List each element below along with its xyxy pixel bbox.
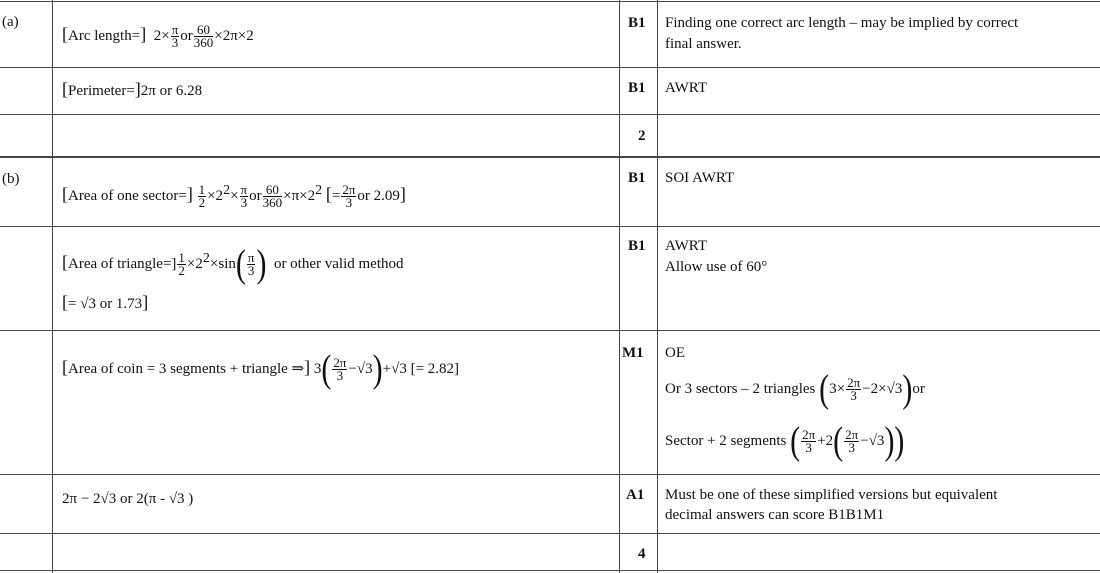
mark-code: B1 xyxy=(628,80,646,96)
grid-line xyxy=(657,0,658,573)
grid-line xyxy=(0,570,1100,571)
guidance-note: SOI AWRT xyxy=(665,170,735,186)
triangle-value: [= √3 or 1.73] xyxy=(62,292,149,312)
arc-label: Arc length xyxy=(68,27,132,44)
guidance-note: Sector + 2 segments ( $\frac{2\pi}{3}$ +2( $\frac{2\pi}{3}$ −√3)) xyxy=(665,419,905,463)
coin-working: [Area of coin = 3 segments + triangle ⇒] 3( $\frac{2\pi}{3}$ −√3)+√3 [= 2.82] xyxy=(62,347,460,391)
triangle-working: [Area of triangle=] $\frac{1}{2}$ $\times 2^2\times\sin$( $\frac{\pi}{3}$ ) or other valid method xyxy=(62,242,404,286)
guidance-note: Finding one correct arc length – may be implied by correct xyxy=(665,15,1019,31)
guidance-note: decimal answers can score B1B1M1 xyxy=(665,507,885,523)
grid-line xyxy=(0,533,1100,534)
guidance-note: Must be one of these simplified versions but equivalent xyxy=(665,487,998,503)
perimeter-working: [Perimeter=]2π or 6.28 xyxy=(62,79,203,99)
grid-line xyxy=(0,330,1100,331)
arc-length-working: [Arc length=] 2× $\frac{\pi}{3}$ or $\frac{60}{360}$ ×2π×2 xyxy=(62,22,254,50)
guidance-note: AWRT xyxy=(665,80,708,96)
guidance-note: OE xyxy=(665,345,685,361)
grid-line xyxy=(0,474,1100,475)
guidance-note: Allow use of 60° xyxy=(665,259,768,275)
mark-code: M1 xyxy=(622,345,644,361)
grid-line xyxy=(0,1,1100,2)
grid-line xyxy=(0,114,1100,115)
grid-line xyxy=(619,0,620,573)
grid-line xyxy=(0,156,1100,158)
mark-code: B1 xyxy=(628,15,646,31)
mark-code: B1 xyxy=(628,170,646,186)
grid-line xyxy=(52,0,53,573)
sector-working: [Area of one sector=] $\frac{1}{2}$ $\times 2^2\times$ $\frac{\pi}{3}$ or $\frac{60}{360}$ $\times\pi\times 2^2$ [= $\frac{2\pi}{3}$ or 2.09] xyxy=(62,182,406,211)
mark-code: A1 xyxy=(626,487,645,503)
part-label-a: (a) xyxy=(2,14,19,30)
mark-code: B1 xyxy=(628,238,646,254)
guidance-note: Or 3 sectors – 2 triangles (3× $\frac{2\pi}{3}$ −2×√3)or xyxy=(665,367,925,411)
part-label-b: (b) xyxy=(2,171,20,187)
grid-line xyxy=(0,226,1100,227)
grid-line xyxy=(0,67,1100,68)
total-marks: 2 xyxy=(638,128,646,144)
guidance-note: final answer. xyxy=(665,36,742,52)
final-answer: 2π − 2√3 or 2(π - √3 ) xyxy=(62,491,194,507)
guidance-note: AWRT xyxy=(665,238,708,254)
total-marks: 4 xyxy=(638,546,646,562)
